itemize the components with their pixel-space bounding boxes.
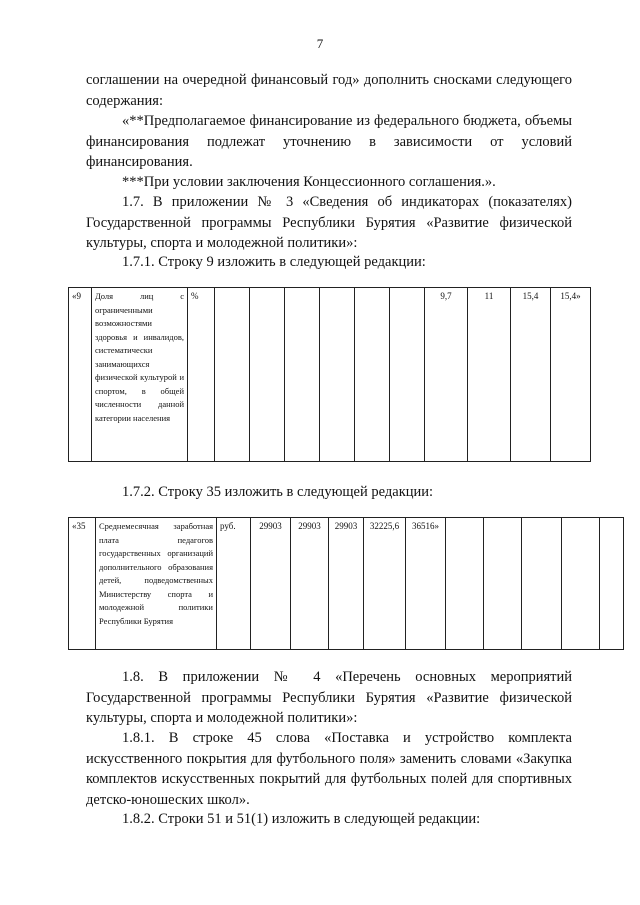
indicator-table-row-9 <box>68 287 591 462</box>
value-cell: 36516» <box>406 518 446 650</box>
paragraph-section-1-8-1: 1.8.1. В строке 45 слова «Поставка и устройство комплекта искусственного покрытия для футбольного поля» заменить словами «Закупка комплектов искусственных покрытий для футбольных полей для спортивных детско-юношеских школ». <box>86 730 572 808</box>
paragraph-footnote-federal: «**Предполагаемое финансирование из федерального бюджета, объемы финансирования подлежат уточнению в зависимости от условий финансирования. <box>86 113 572 170</box>
paragraph-section-1-7: 1.7. В приложении № 3 «Сведения об индикаторах (показателях) Государственной программы Республики Бурятия «Развитие физической культуры, спорта и молодежной политики»: <box>86 194 572 251</box>
paragraph-section-1-7-1: 1.7.1. Строку 9 изложить в следующей редакции: <box>122 254 426 270</box>
value-cell: 32225,6 <box>364 518 406 650</box>
value-cell <box>355 288 390 462</box>
indicator-name-cell: Доля лиц с ограниченными возможностями здоровья и инвалидов, систематически занимающихся физической культурой и спортом, в общей численности данной категории населения <box>92 288 188 462</box>
value-cell <box>600 518 624 650</box>
paragraph-footnote-concession: ***При условии заключения Концессионного соглашения.». <box>122 174 496 190</box>
paragraph-section-1-7-2: 1.7.2. Строку 35 изложить в следующей редакции: <box>122 484 434 500</box>
paragraph-section-1-8-2: 1.8.2. Строки 51 и 51(1) изложить в следующей редакции: <box>122 811 481 827</box>
row-number-cell: «35 <box>69 518 96 650</box>
row-number-cell: «9 <box>69 288 92 462</box>
value-cell: 11 <box>468 288 511 462</box>
value-cell <box>484 518 522 650</box>
value-cell <box>522 518 562 650</box>
value-cell <box>215 288 250 462</box>
value-cell <box>320 288 355 462</box>
value-cell: 15,4» <box>551 288 591 462</box>
value-cell <box>250 288 285 462</box>
value-cell: 29903 <box>291 518 329 650</box>
value-cell: 29903 <box>251 518 291 650</box>
page-number: 7 <box>316 36 324 51</box>
indicator-table-row-35 <box>68 517 624 650</box>
value-cell <box>562 518 600 650</box>
paragraph-footnote-intro: соглашении на очередной финансовый год» дополнить сносками следующего содержания: <box>86 72 572 109</box>
value-cell: 29903 <box>329 518 364 650</box>
unit-cell: % <box>188 288 215 462</box>
paragraph-section-1-8: 1.8. В приложении № 4 «Перечень основных мероприятий Государственной программы Республики Бурятия «Развитие физической культуры, спорта и молодежной политики»: <box>86 669 572 726</box>
value-cell <box>390 288 425 462</box>
value-cell <box>446 518 484 650</box>
value-cell: 9,7 <box>425 288 468 462</box>
value-cell: 15,4 <box>511 288 551 462</box>
value-cell <box>285 288 320 462</box>
indicator-name-cell: Среднемесячная заработная плата педагогов государственных организаций дополнительного образования детей, подведомственных Министерству спорта и молодежной политики Республики Бурятия <box>96 518 217 650</box>
unit-cell: руб. <box>217 518 251 650</box>
